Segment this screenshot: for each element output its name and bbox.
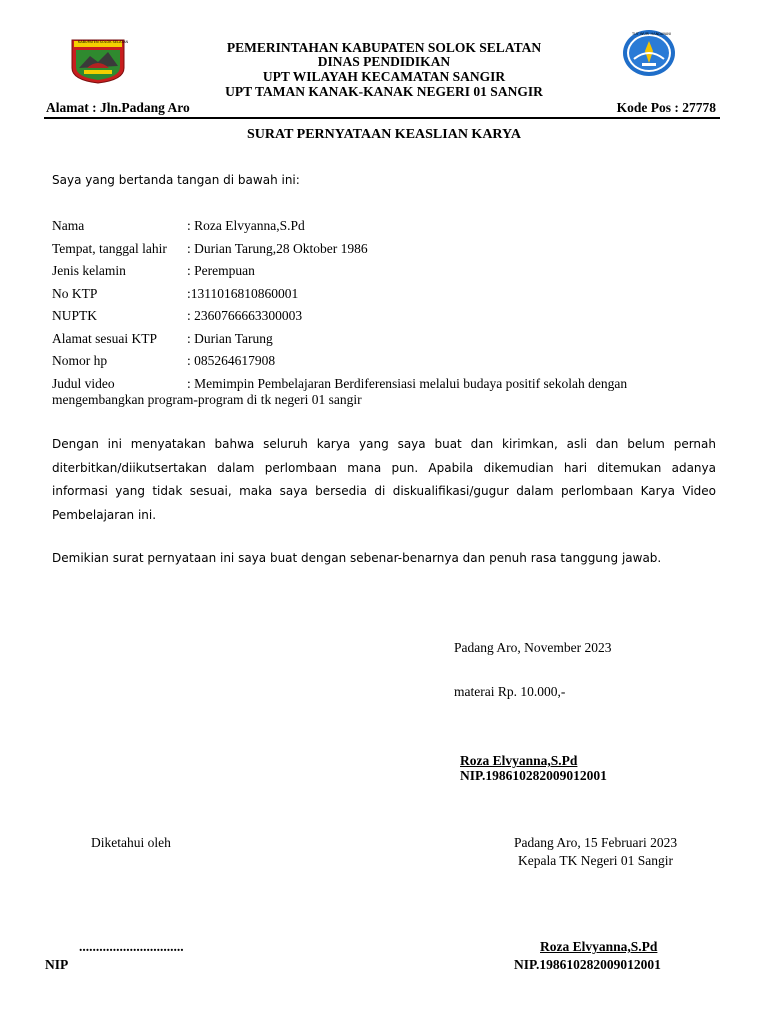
closing-text: Demikian surat pernyataan ini saya buat dengan sebenar-benarnya dan penuh rasa tanggung jawab. — [52, 551, 662, 565]
field-label-address: Alamat sesuai KTP — [52, 331, 157, 346]
letterhead-line-4: UPT TAMAN KANAK-KANAK NEGERI 01 SANGIR — [225, 84, 543, 99]
document-title: SURAT PERNYATAAN KEASLIAN KARYA — [247, 127, 521, 142]
signature-place-date: Padang Aro, November 2023 — [454, 640, 612, 655]
statement-paragraph: Dengan ini menyatakan bahwa seluruh karya yang saya buat dan kirimkan, asli dan belum pernah diterbitkan/diikutsertakan dalam perlombaan mana pun. Apabila dikemudian hari ditemukan adanya informasi yang tidak sesuai, maka saya bersedia di diskualifikasi/gugur dalam perlombaan Karya Video Pembelajaran ini. — [52, 437, 716, 522]
intro-text: Saya yang bertanda tangan di bawah ini: — [52, 173, 300, 187]
materai-note: materai Rp. 10.000,- — [454, 684, 566, 699]
postal-code: Kode Pos : 27778 — [616, 100, 716, 115]
head-nip: NIP.198610282009012001 — [514, 957, 661, 972]
field-value-address: : Durian Tarung — [187, 331, 273, 346]
field-value-nuptk: : 2360766663300003 — [187, 308, 303, 323]
education-logo-text: TUT WURI HANDAYANI — [632, 32, 671, 36]
field-label-phone: Nomor hp — [52, 353, 108, 368]
letterhead-line-2: DINAS PENDIDIKAN — [317, 54, 451, 69]
field-value-video-title: : Memimpin Pembelajaran Berdiferensiasi melalui budaya positif sekolah dengan — [187, 376, 628, 391]
signatory-name: Roza Elvyanna,S.Pd — [460, 753, 578, 768]
field-value-video-title-cont: mengembangkan program-program di tk negeri 01 sangir — [52, 392, 362, 407]
head-position: Kepala TK Negeri 01 Sangir — [518, 853, 673, 868]
letterhead-divider — [44, 117, 720, 119]
field-value-birth: : Durian Tarung,28 Oktober 1986 — [187, 241, 368, 256]
regency-logo-text: KABUPATEN SOLOK SELATAN — [78, 40, 129, 44]
acknowledger-nip-label: NIP — [45, 957, 69, 972]
field-label-birth: Tempat, tanggal lahir — [52, 241, 167, 256]
regency-logo — [70, 38, 129, 84]
field-label-ktp: No KTP — [52, 286, 98, 301]
acknowledged-by: Diketahui oleh — [91, 835, 171, 850]
head-name: Roza Elvyanna,S.Pd — [540, 939, 658, 954]
signatory-nip: NIP.198610282009012001 — [460, 768, 607, 783]
letterhead-line-1: PEMERINTAHAN KABUPATEN SOLOK SELATAN — [226, 40, 542, 55]
field-label-video-title: Judul video — [52, 376, 115, 391]
letterhead-line-3: UPT WILAYAH KECAMATAN SANGIR — [262, 69, 506, 84]
acknowledge-place-date: Padang Aro, 15 Februari 2023 — [514, 835, 678, 850]
school-address: Alamat : Jln.Padang Aro — [46, 100, 190, 115]
field-value-phone: : 085264617908 — [187, 353, 276, 368]
field-value-ktp: :1311016810860001 — [187, 286, 299, 301]
field-label-gender: Jenis kelamin — [52, 263, 126, 278]
field-label-nama: Nama — [52, 218, 85, 233]
acknowledger-signature-dots: ............................... — [79, 939, 184, 954]
field-value-nama: : Roza Elvyanna,S.Pd — [187, 218, 305, 233]
field-value-gender: : Perempuan — [187, 263, 255, 278]
education-logo — [622, 29, 676, 77]
field-label-nuptk: NUPTK — [52, 308, 98, 323]
